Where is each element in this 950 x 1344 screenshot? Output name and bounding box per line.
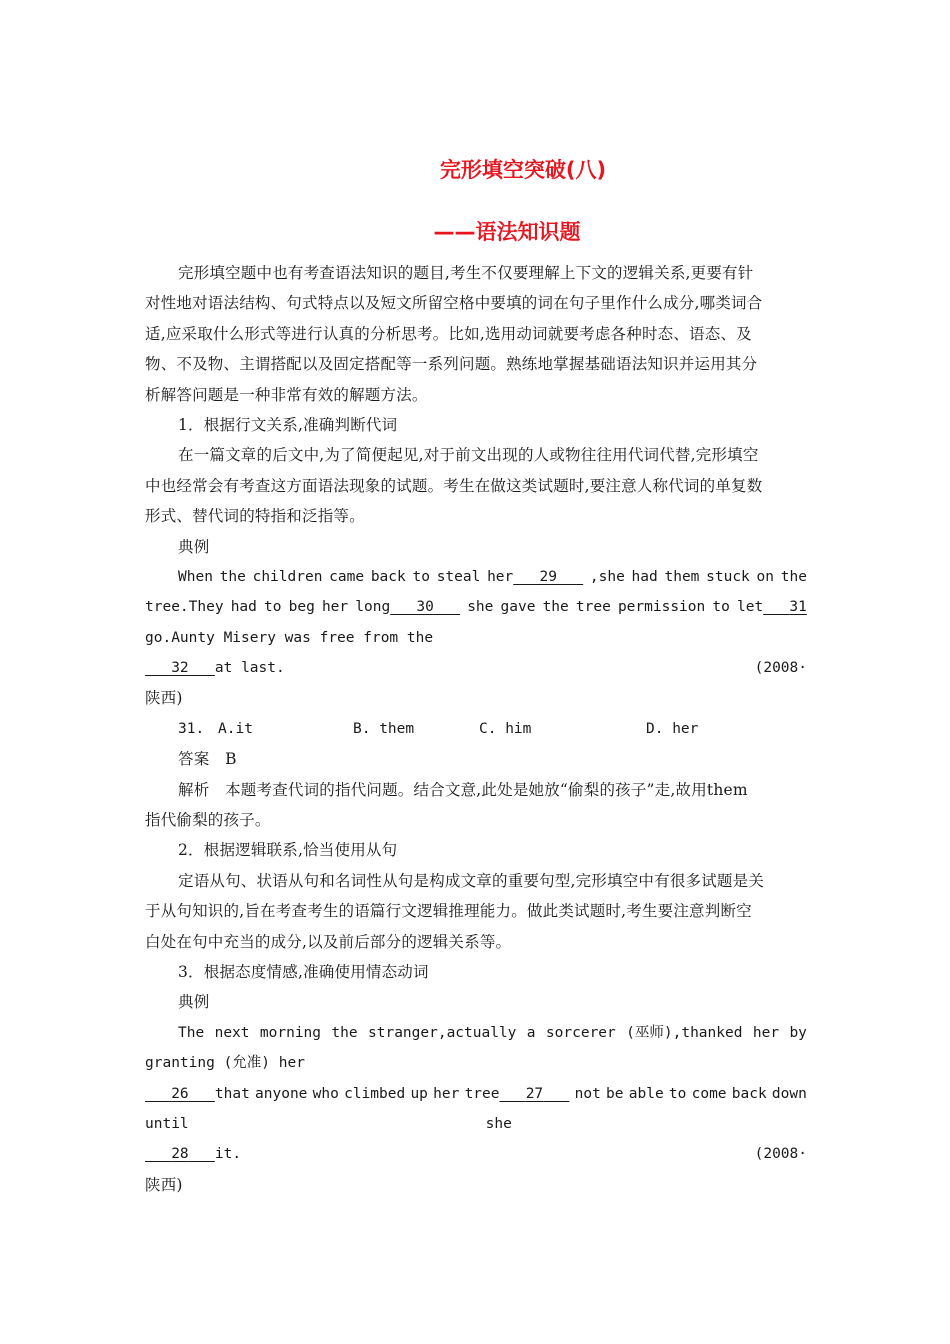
example-line: When the children came back to steal her 29 ,she had them stuck on the xyxy=(145,562,807,592)
intro-line: 物、不及物、主谓搭配以及固定搭配等一系列问题。熟练地掌握基础语法知识并运用其分 xyxy=(145,355,758,374)
word-tree: tree 27 xyxy=(465,1079,570,1109)
answer: 答案 B xyxy=(178,750,237,769)
blank-29: 29 xyxy=(539,568,557,585)
option-a: A.it xyxy=(218,720,253,737)
example-line: granting (允准) her xyxy=(145,1055,305,1072)
blank-28: 28 xyxy=(171,1146,189,1163)
blank-30: 30 xyxy=(416,599,434,616)
blank-26: 26 xyxy=(171,1085,189,1102)
page-subtitle: ——语法知识题 xyxy=(433,220,581,244)
source-note: 陕西) xyxy=(145,1175,183,1194)
blank-32: 32 xyxy=(171,660,189,677)
intro-line: 完形填空题中也有考查语法知识的题目,考生不仅要理解上下文的逻辑关系,更要有针 xyxy=(178,264,754,282)
page-title: 完形填空突破(八) xyxy=(439,158,607,182)
example-line: 26 that anyone who climbed up her tree 27 not be able to come back down xyxy=(145,1079,807,1109)
section-heading: 2．根据逻辑联系,恰当使用从句 xyxy=(178,841,398,860)
example-line: 32 at last. (2008· xyxy=(145,653,807,683)
source-note: (2008· xyxy=(754,660,807,677)
paragraph-line: 在一篇文章的后文中,为了简便起见,对于前文出现的人或物往往用代词代替,完形填空 xyxy=(178,446,759,465)
word-let: let 31 xyxy=(737,592,807,622)
paragraph-line: 于从句知识的,旨在考查考生的语篇行文逻辑推理能力。做此类试题时,考生要注意判断空 xyxy=(145,902,752,921)
analysis-line: 指代偷梨的孩子。 xyxy=(145,811,271,830)
example-line: 28 it. (2008· xyxy=(145,1139,807,1169)
example-line: tree.They had to beg her long 30 she gave the tree permission to let 31 xyxy=(145,592,807,622)
blank-31: 31 xyxy=(789,599,807,616)
example-line: The next morning the stranger,actually a sorcerer (巫师),thanked her by xyxy=(178,1024,807,1041)
example-label: 典例 xyxy=(178,537,210,556)
example-line: until she xyxy=(145,1115,512,1132)
intro-line: 适,应采取什么形式等进行认真的分析思考。比如,选用动词就要考虑各种时态、语态、及 xyxy=(145,324,752,343)
document-body xyxy=(145,258,807,1200)
source-note: (2008· xyxy=(754,1146,807,1163)
section-heading: 3．根据态度情感,准确使用情态动词 xyxy=(178,962,429,981)
analysis-line: 解析 本题考查代词的指代问题。结合文意,此处是她放“偷梨的孩子”走,故用them xyxy=(178,780,748,799)
source-note: 陕西) xyxy=(145,689,183,708)
option-d: D. her xyxy=(646,720,699,737)
paragraph-line: 白处在句中充当的成分,以及前后部分的逻辑关系等。 xyxy=(145,932,512,951)
paragraph-line: 定语从句、状语从句和名词性从句是构成文章的重要句型,完形填空中有很多试题是关 xyxy=(178,871,765,890)
example-line: go.Aunty Misery was free from the xyxy=(145,629,434,646)
paragraph-line: 形式、替代词的特指和泛指等。 xyxy=(145,507,365,526)
word-long: long 30 xyxy=(355,592,460,622)
option-c: C. him xyxy=(479,720,532,737)
example-label: 典例 xyxy=(178,993,210,1012)
option-b: B. them xyxy=(353,720,415,737)
blank-27: 27 xyxy=(525,1085,544,1102)
question-31: 31. A.it B. them C. him D. her xyxy=(145,714,807,744)
paragraph-line: 中也经常会有考查这方面语法现象的试题。考生在做这类试题时,要注意人称代词的单复数 xyxy=(145,476,763,495)
intro-line: 析解答问题是一种非常有效的解题方法。 xyxy=(145,385,428,404)
section-heading: 1．根据行文关系,准确判断代词 xyxy=(178,415,398,434)
intro-line: 对性地对语法结构、句式特点以及短文所留空格中要填的词在句子里作什么成分,哪类词合 xyxy=(145,294,763,313)
word-her: her 29 xyxy=(487,562,583,592)
